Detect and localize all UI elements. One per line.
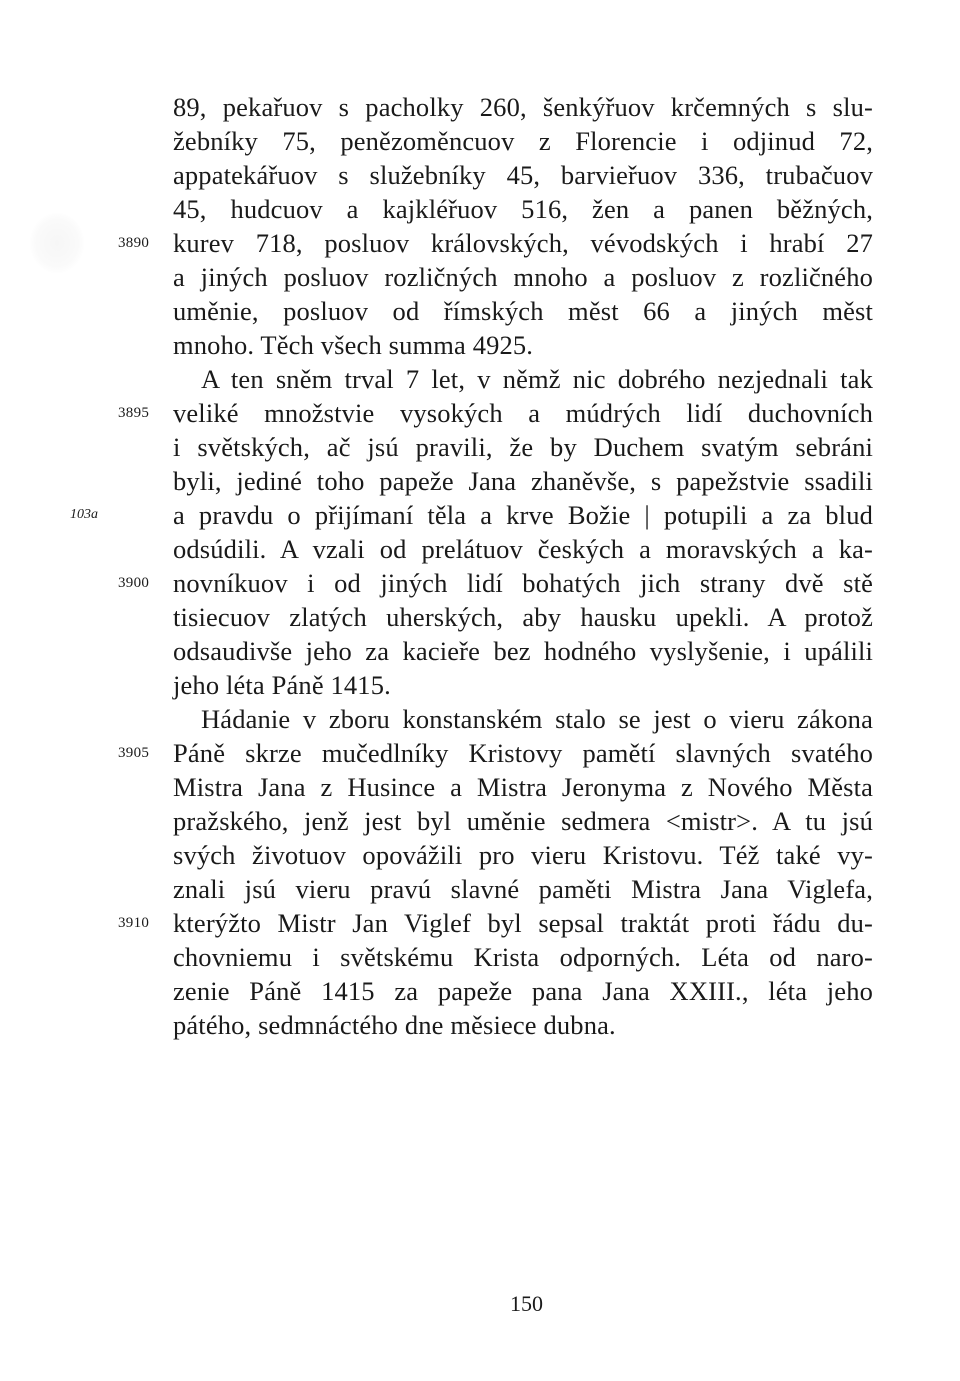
text-line-21: Mistra Jana z Husince a Mistra Jeronyma z Nového Města: [173, 772, 873, 802]
text-line-28: pátého, sedmnáctého dne měsiece dubna.: [173, 1010, 616, 1040]
text-line-27: zenie Páně 1415 za papeže pana Jana XXIII., léta jeho: [173, 976, 873, 1006]
text-line-6: a jiných posluov rozličných mnoho a posluov z rozličného: [173, 262, 873, 292]
text-line-2: žebníky 75, penězoměncuov z Florencie i odjinud 72,: [173, 126, 873, 156]
line-number-3905: 3905: [118, 745, 150, 761]
line-number-3900: 3900: [118, 575, 150, 591]
page-number: 150: [510, 1291, 543, 1316]
text-line-15: novníkuov i od jiných lidí bohatých jich strany dvě stě: [173, 568, 873, 598]
text-line-9: A ten sněm trval 7 let, v němž nic dobrého nezjednali tak: [201, 364, 873, 394]
text-line-12: byli, jediné toho papeže Jana zhaněvše, s papežstvie ssadili: [173, 466, 873, 496]
text-line-20: Páně skrze mučedlníky Kristovy pamětí slavných svatého: [173, 738, 873, 768]
text-line-7: uměnie, posluov od římských měst 66 a jiných měst: [173, 296, 873, 326]
text-line-16: tisiecuov zlatých uherských, aby hausku upekli. A protož: [173, 602, 873, 632]
line-number-3890: 3890: [118, 235, 150, 251]
text-line-17: odsaudivše jeho za kacieře bez hodného vyslyšenie, i upálili: [173, 636, 873, 666]
text-line-14: odsúdili. A vzali od prelátuov českých a moravských a ka-: [173, 534, 873, 564]
text-line-1: 89, pekařuov s pacholky 260, šenkýřuov krčemných s slu-: [173, 92, 873, 122]
line-number-3910: 3910: [118, 915, 150, 931]
text-line-18: jeho léta Páně 1415.: [173, 670, 391, 700]
text-line-22: pražského, jenž jest byl uměnie sedmera <mistr>. A tu jsú: [173, 806, 873, 836]
line-number-3895: 3895: [118, 405, 150, 421]
text-line-23: svých životuov opovážili pro vieru Kristovu. Též také vy-: [173, 840, 873, 870]
text-line-4: 45, hudcuov a kajkléřuov 516, žen a panen běžných,: [173, 194, 873, 224]
text-line-26: chovniemu i světskému Krista odporných. Léta od naro-: [173, 942, 873, 972]
text-line-11: i světských, ač jsú pravili, že by Duchem svatým sebráni: [173, 432, 873, 462]
text-line-19: Hádanie v zboru konstanském stalo se jest o vieru zákona: [201, 704, 873, 734]
text-line-3: appatekářuov s služebníky 45, barvieřuov 336, trubačuov: [173, 160, 873, 190]
page-smudge: [30, 213, 84, 273]
text-line-24: znali jsú vieru pravú slavné paměti Mistra Jana Viglefa,: [173, 874, 873, 904]
folio-mark: 103a: [70, 507, 98, 522]
text-line-10: veliké množstvie vysokých a múdrých lidí duchovních: [173, 398, 873, 428]
text-line-8: mnoho. Těch všech summa 4925.: [173, 330, 534, 360]
text-line-5: kurev 718, posluov královských, vévodských i hrabí 27: [173, 228, 873, 258]
text-line-13: a pravdu o přijímaní těla a krve Božie | potupili a za blud: [173, 500, 873, 530]
text-line-25: kterýžto Mistr Jan Viglef byl sepsal traktát proti řádu du-: [173, 908, 873, 938]
